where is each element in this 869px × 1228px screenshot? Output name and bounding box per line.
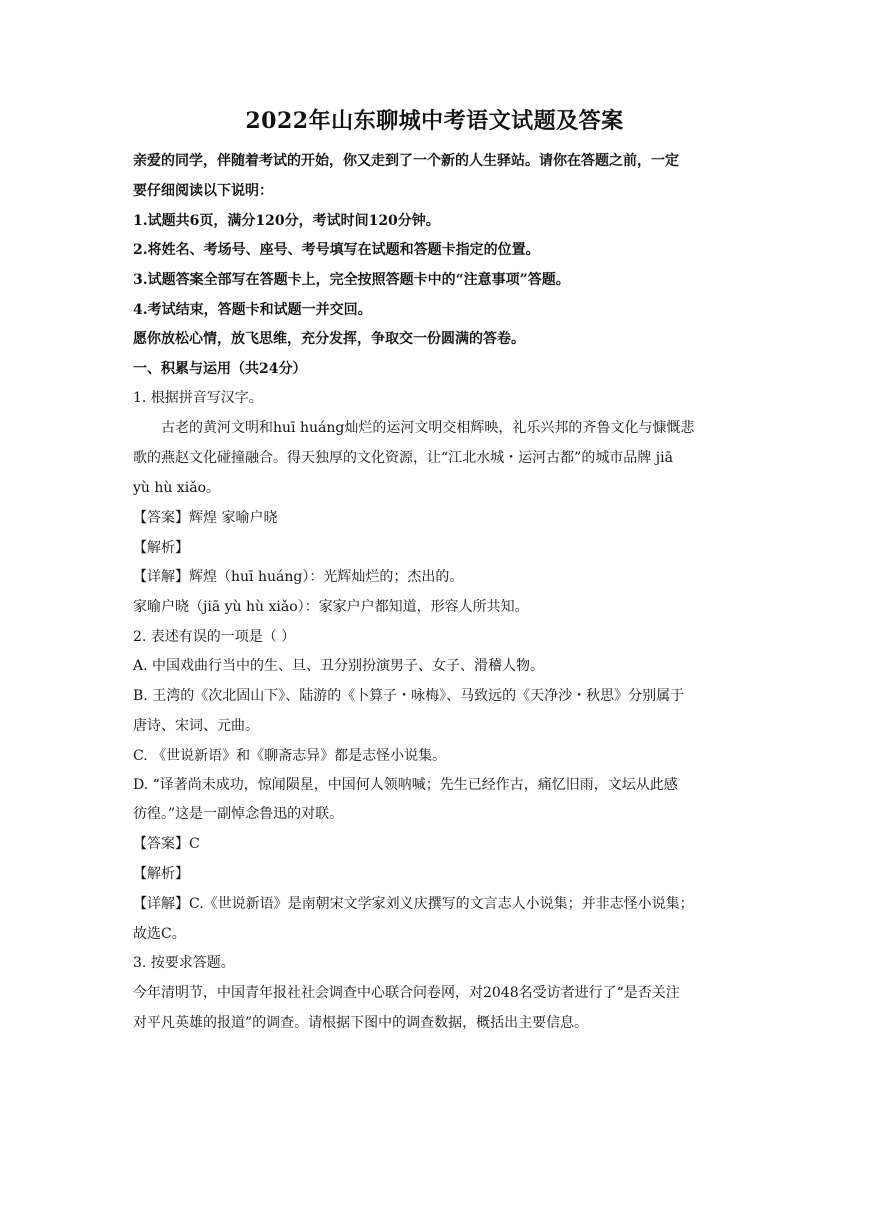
question-3-text-cont: 对平凡英雄的报道”的调查。请根据下图中的调查数据，概括出主要信息。 — [133, 1015, 589, 1031]
question-3: 3. 按要求答题。 — [133, 955, 235, 971]
analysis-label-1: 【解析】 — [133, 540, 189, 556]
detail-1-cont: 家喻户晓（jiā yù hù xiǎo）：家家户户都知道，形容人所共知。 — [133, 599, 529, 615]
instruction-3: 3.试题答案全部写在答题卡上，完全按照答题卡中的“注意事项”答题。 — [133, 272, 570, 288]
option-a: A. 中国戏曲行当中的生、旦、丑分别扮演男子、女子、滑稽人物。 — [133, 658, 545, 674]
document-title: 2022年山东聊城中考语文试题及答案 — [245, 108, 624, 134]
passage-line-3: yù hù xiǎo。 — [133, 480, 221, 496]
question-2: 2. 表述有误的一项是（ ） — [133, 629, 296, 645]
intro-line-1: 亲爱的同学，伴随着考试的开始，你又走到了一个新的人生驿站。请你在答题之前，一定 — [133, 153, 679, 169]
option-c: C. 《世说新语》和《聊斋志异》都是志怪小说集。 — [133, 748, 447, 764]
detail-2-cont: 故选C。 — [133, 926, 186, 942]
passage-line-2: 歌的燕赵文化碰撞融合。得天独厚的文化资源，让“江北水城・运河古都”的城市品牌 jiā — [133, 450, 673, 466]
question-1: 1. 根据拼音写汉字。 — [133, 390, 263, 406]
option-d-cont: 彷徨。”这是一副悼念鲁迅的对联。 — [133, 806, 344, 822]
question-3-text: 今年清明节，中国青年报社社会调查中心联合问卷网，对2048名受访者进行了“是否关注 — [133, 985, 680, 1001]
closing-wish: 愿你放松心情，放飞思维，充分发挥，争取交一份圆满的答卷。 — [133, 331, 525, 347]
passage-line-1: 古老的黄河文明和huī huáng灿烂的运河文明交相辉映，礼乐兴邦的齐鲁文化与慷慨悲 — [161, 420, 695, 436]
instruction-2: 2.将姓名、考场号、座号、考号填写在试题和答题卡指定的位置。 — [133, 242, 540, 258]
analysis-label-2: 【解析】 — [133, 866, 189, 882]
detail-2: 【详解】C.《世说新语》是南朝宋文学家刘义庆撰写的文言志人小说集；并非志怪小说集； — [133, 896, 694, 912]
answer-2: 【答案】C — [133, 836, 200, 852]
instruction-4: 4.考试结束，答题卡和试题一并交回。 — [133, 302, 372, 318]
option-b: B. 王湾的《次北固山下》、陆游的《卜算子・咏梅》、马致远的《天净沙・秋思》分别属于 — [133, 688, 685, 704]
intro-line-2: 要仔细阅读以下说明： — [133, 183, 273, 199]
instruction-1: 1.试题共6页，满分120分，考试时间120分钟。 — [133, 213, 440, 229]
detail-1: 【详解】辉煌（huī huáng）：光辉灿烂的；杰出的。 — [133, 569, 464, 585]
section-heading: 一、积累与运用（共24分） — [133, 361, 307, 377]
option-b-cont: 唐诗、宋词、元曲。 — [133, 718, 259, 734]
answer-1: 【答案】辉煌 家喻户晓 — [133, 510, 278, 526]
option-d: D. “译著尚未成功，惊闻陨星，中国何人领呐喊；先生已经作古，痛忆旧雨，文坛从此感 — [133, 777, 678, 793]
